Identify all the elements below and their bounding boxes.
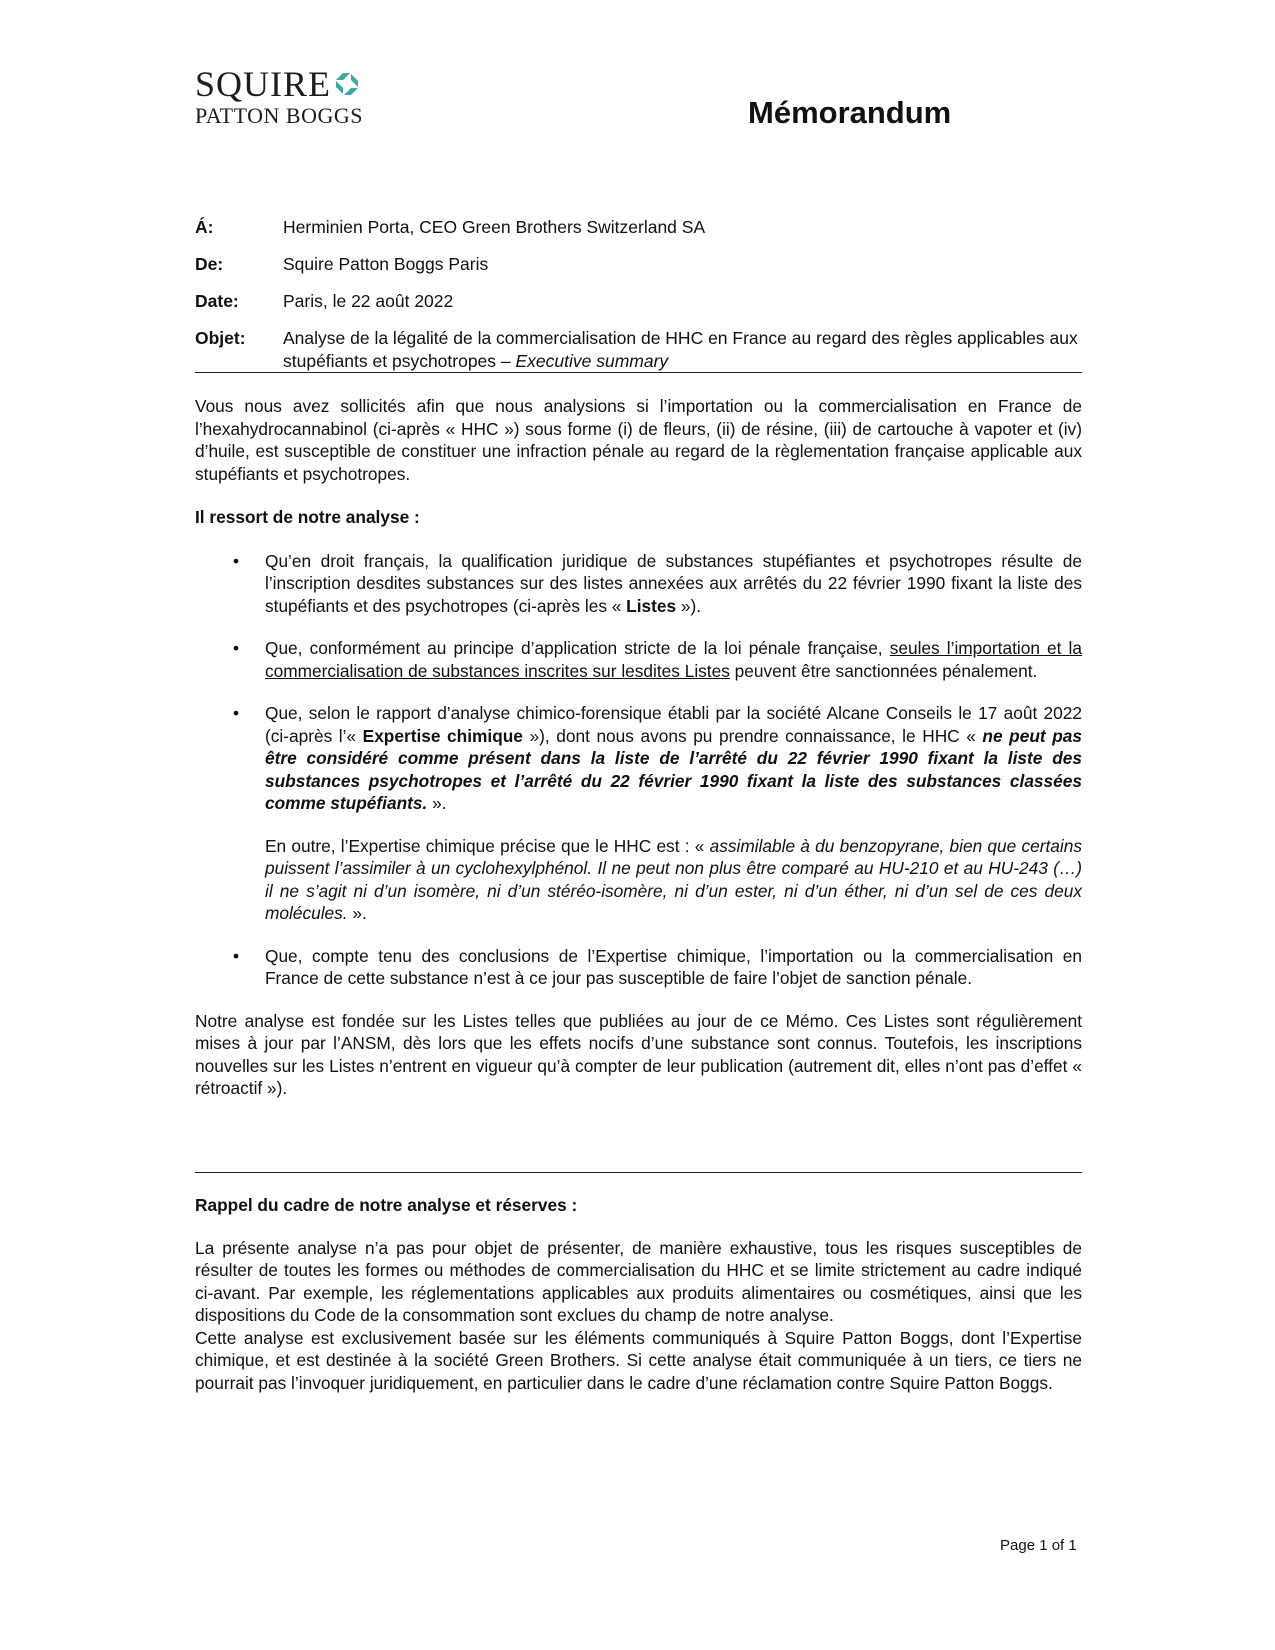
bullet-icon: • <box>233 703 240 723</box>
to-value: Herminien Porta, CEO Green Brothers Switzerland SA <box>283 217 706 237</box>
page-number: Page 1 of 1 <box>1000 1537 1077 1554</box>
date-value: Paris, le 22 août 2022 <box>283 291 454 311</box>
bullet-icon: • <box>233 945 240 966</box>
point1-text: Qu’en droit français, la qualification juridique de substances stupéfiantes et psychotropes résulte de l’inscription desdites substances sur des listes annexées aux arrêtés du 22 février 1990 fixant la liste des stupéfiants et des psychotropes (ci-après les « <box>265 550 1082 616</box>
memo-body <box>195 395 1082 1100</box>
point3-end: ». <box>427 793 447 813</box>
point3-continuation <box>265 835 1082 925</box>
reserves-section <box>195 1194 1082 1394</box>
point4-text: Que, compte tenu des conclusions de l’Expertise chimique, l’importation ou la commercialisation en France de cette substance n’est à ce jour pas susceptible de faire l’objet de sanction pénale. <box>265 945 1082 988</box>
point3-cont-text: En outre, l’Expertise chimique précise que le HHC est : « <box>265 835 710 856</box>
point3-text-2: »), dont nous avons pu prendre connaissance, le HHC « <box>522 725 983 746</box>
analysis-point-4 <box>195 945 1082 990</box>
analysis-point-2 <box>195 637 1082 682</box>
point3-quote: ne peut pas être considéré comme présent dans la liste de l’arrêté du 22 février 1990 fixant la liste des substances psychotropes et l’arrêté du 22 février 1990 fixant la liste des substances classées comme stupéfiants. <box>265 725 1082 813</box>
bullet-icon: • <box>233 638 240 658</box>
to-label: Á: <box>195 217 214 237</box>
reserves-paragraph-2: Cette analyse est exclusivement basée sur les éléments communiqués à Squire Patton Boggs, dont l’Expertise chimique, et est destinée à la société Green Brothers. Si cette analyse était communiquée à un tiers, ce tiers ne pourrait pas l’invoquer juridiquement, en particulier dans le cadre d’une réclamation contre Squire Patton Boggs. <box>195 1327 1082 1393</box>
header-date-row <box>195 290 1080 313</box>
point3-cont-end: ». <box>347 903 367 923</box>
document-title: Mémorandum <box>748 95 952 130</box>
point1-bold: Listes <box>626 595 677 616</box>
date-label: Date: <box>195 291 239 311</box>
analysis-heading: Il ressort de notre analyse : <box>195 507 420 527</box>
bullet-icon: • <box>233 550 240 571</box>
company-logo <box>195 66 395 128</box>
intro-paragraph: Vous nous avez sollicités afin que nous analysions si l’importation ou la commercialisation en France de l’hexahydrocannabinol (ci-après « HHC ») sous forme (i) de fleurs, (ii) de résine, (iii) de cartouche à vapoter et (iv) d’huile, est susceptible de constituer une infraction pénale au regard de la règlementation française applicable aux stupéfiants et psychotropes. <box>195 396 1082 484</box>
section-divider <box>195 1172 1082 1173</box>
header-subject-row <box>195 327 1080 373</box>
point2-end: peuvent être sanctionnées pénalement. <box>729 660 1038 681</box>
reserves-paragraph-1: La présente analyse n’a pas pour objet de présenter, de manière exhaustive, tous les risques susceptibles de résulter de toutes les formes ou méthodes de commercialisation du HHC et se limite strictement au cadre indiqué ci-avant. Par exemple, les réglementations applicables aux produits alimentaires ou cosmétiques, ainsi que les dispositions du Code de la consommation sont exclues du champ de notre analyse. <box>195 1237 1082 1325</box>
point3-text: Que, selon le rapport d’analyse chimico-forensique établi par la société Alcane Conseils le 17 août 2022 (ci-après l’« <box>265 703 1082 746</box>
header-to-row <box>195 216 1080 239</box>
header-from-row <box>195 253 1080 276</box>
analysis-point-1 <box>195 550 1082 618</box>
point3-bold: Expertise chimique <box>362 725 523 746</box>
memo-header <box>195 216 1080 387</box>
subject-italic: Executive summary <box>515 351 669 371</box>
point3-cont-quote: assimilable à du benzopyrane, bien que certains puissent l’assimiler à un cyclohexylphénol. Il ne peut non plus être comparé au HU-210 et au HU-243 (…) il ne s’agit ni d’un isomère, ni d’un stéréo-isomère, ni d’un ester, ni d’un éther, ni d’un sel de ces deux molécules. <box>265 835 1083 923</box>
analysis-point-3 <box>195 702 1082 925</box>
point1-end: »). <box>676 595 702 616</box>
header-divider <box>195 372 1082 373</box>
conclusion-paragraph: Notre analyse est fondée sur les Listes telles que publiées au jour de ce Mémo. Ces Listes sont régulièrement mises à jour par l’ANSM, dès lors que les effets nocifs d’une substance sont connus. Toutefois, les inscriptions nouvelles sur les Listes n’entrent en vigueur qu’à compter de leur publication (autrement dit, elles n’ont pas d’effet « rétroactif »). <box>195 1010 1082 1098</box>
reserves-heading: Rappel du cadre de notre analyse et réserves : <box>195 1195 578 1215</box>
logo-line1: SQUIRE <box>195 64 332 104</box>
subject-text: Analyse de la légalité de la commercialisation de HHC en France au regard des règles applicables aux stupéfiants et psychotropes – <box>283 328 1078 371</box>
point2-underlined: seules l’importation et la commercialisation de substances inscrites sur lesdites Listes <box>265 638 1083 681</box>
from-label: De: <box>195 254 224 274</box>
from-value: Squire Patton Boggs Paris <box>283 254 489 274</box>
subject-value <box>283 327 1080 373</box>
logo-mark-icon <box>333 70 361 98</box>
point2-text: Que, conformément au principe d’application stricte de la loi pénale française, <box>265 638 890 658</box>
subject-label: Objet: <box>195 328 246 348</box>
logo-line2: PATTON BOGGS <box>195 103 363 128</box>
analysis-points <box>195 550 1082 990</box>
